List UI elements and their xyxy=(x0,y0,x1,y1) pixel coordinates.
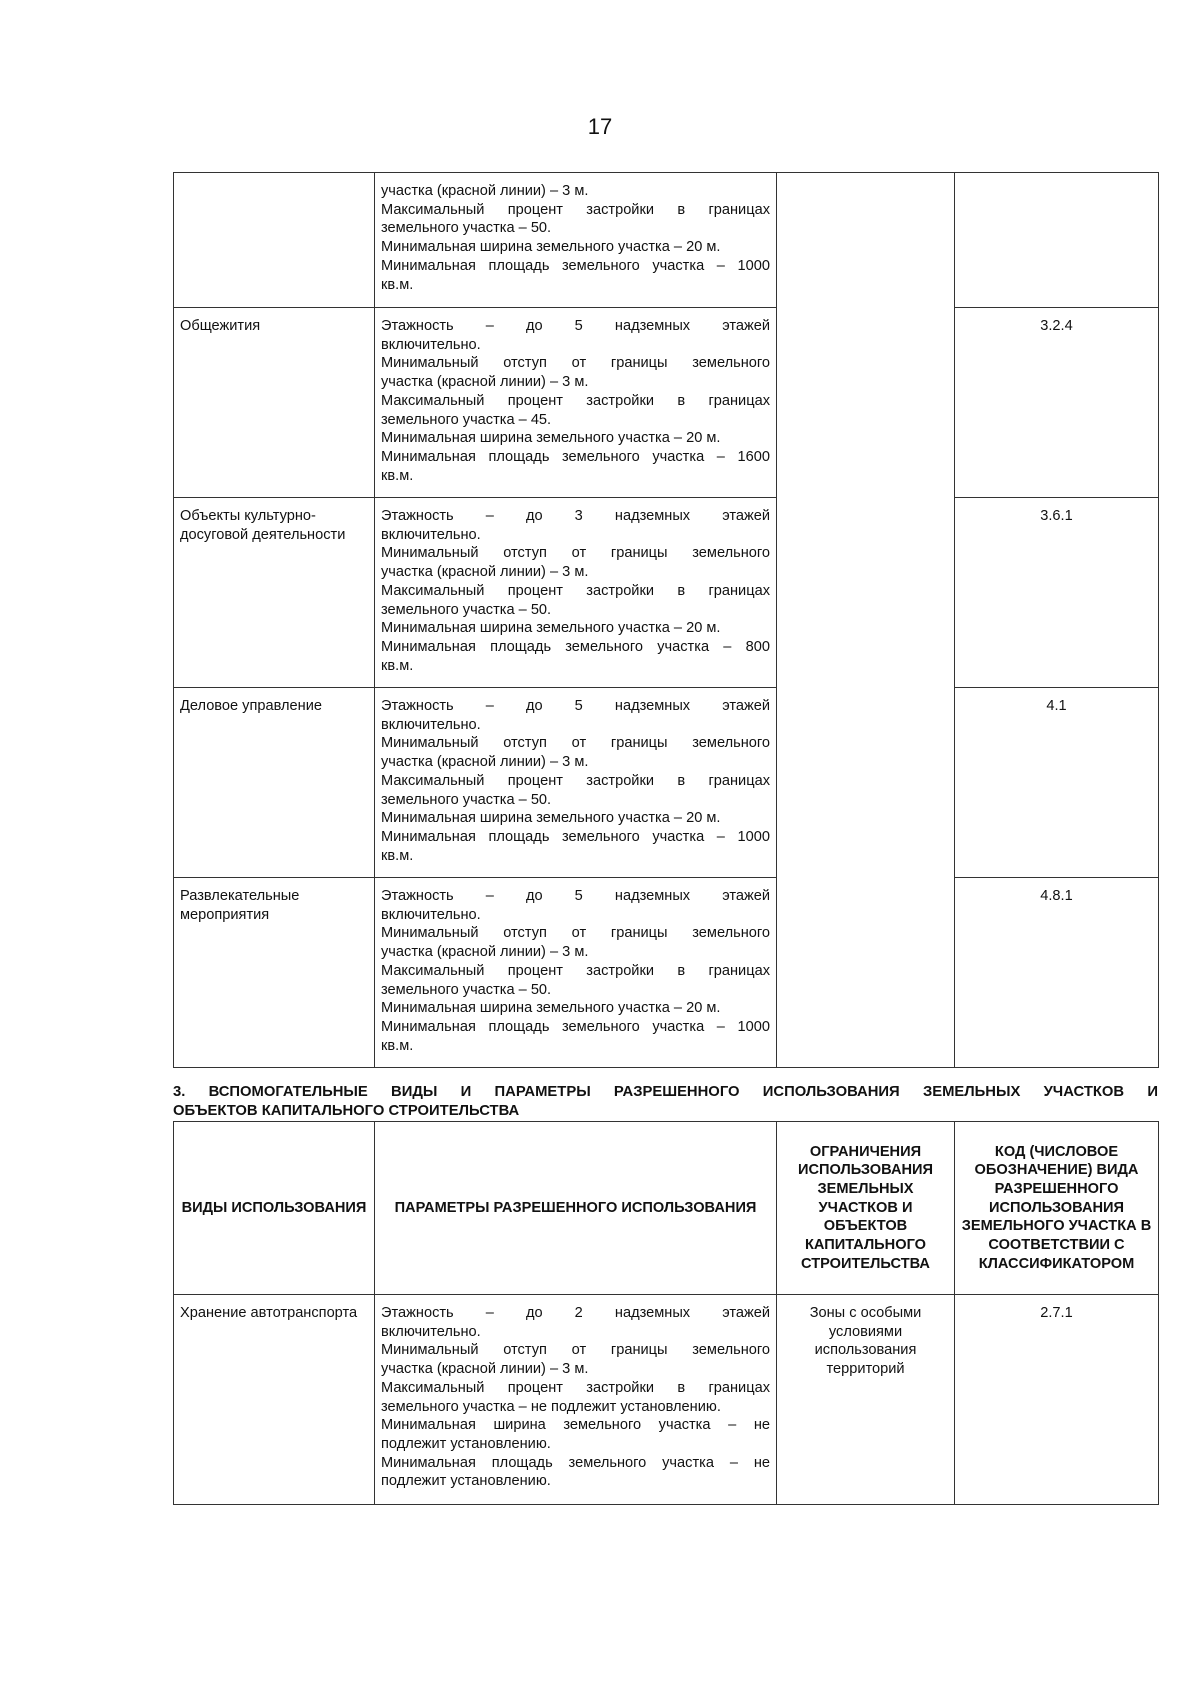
parameters-cell xyxy=(375,498,777,688)
parameter-line: Минимальная ширина земельного участка – не xyxy=(381,1417,770,1434)
parameter-line: Этажность – до 5 надземных этажей xyxy=(381,698,770,714)
table-row xyxy=(174,173,1159,308)
header-parameters: ПАРАМЕТРЫ РАЗРЕШЕННОГО ИСПОЛЬЗОВАНИЯ xyxy=(375,1122,777,1295)
parameter-line: Максимальный процент застройки в границах xyxy=(381,1379,770,1396)
auxiliary-use-table xyxy=(173,1121,1159,1505)
table-row xyxy=(174,1295,1159,1505)
section-title-line: ОБЪЕКТОВ КАПИТАЛЬНОГО СТРОИТЕЛЬСТВА xyxy=(173,1103,520,1119)
parameter-line: Минимальный отступ от границы земельного xyxy=(381,925,770,942)
classifier-code-cell: 4.8.1 xyxy=(955,878,1159,1068)
parameter-line: Минимальная площадь земельного участка – 1000 xyxy=(381,1018,770,1035)
permitted-use-table-continued xyxy=(173,172,1159,1068)
parameter-line: Минимальная ширина земельного участка – 20 м. xyxy=(381,1000,721,1017)
table-row xyxy=(174,308,1159,498)
parameter-line: Минимальная площадь земельного участка – 1600 xyxy=(381,448,770,465)
parameter-line: земельного участка – 50. xyxy=(381,791,552,808)
header-use-types: ВИДЫ ИСПОЛЬЗОВАНИЯ xyxy=(174,1122,375,1295)
classifier-code-cell: 4.1 xyxy=(955,688,1159,878)
table-row xyxy=(174,498,1159,688)
use-type-cell: Развлекательные мероприятия xyxy=(174,878,375,1068)
parameter-line: подлежит установлению. xyxy=(381,1435,551,1452)
parameter-line: Минимальная площадь земельного участка – 1000 xyxy=(381,257,770,274)
parameter-line: участка (красной линии) – 3 м. xyxy=(381,944,589,961)
restrictions-cell: Зоны с особыми условиями использования территорий xyxy=(777,1295,955,1505)
parameter-line: Этажность – до 5 надземных этажей xyxy=(381,318,770,334)
parameter-line: земельного участка – 50. xyxy=(381,220,552,237)
parameter-line: включительно. xyxy=(381,716,481,733)
parameter-line: участка (красной линии) – 3 м. xyxy=(381,754,589,771)
parameter-line: Минимальный отступ от границы земельного xyxy=(381,545,770,562)
classifier-code-cell: 3.6.1 xyxy=(955,498,1159,688)
parameter-line: Минимальная ширина земельного участка – 20 м. xyxy=(381,810,721,827)
use-type-cell: Хранение автотранспорта xyxy=(174,1295,375,1505)
parameter-line: Минимальная ширина земельного участка – 20 м. xyxy=(381,239,721,256)
parameters-cell xyxy=(375,173,777,308)
use-type-cell xyxy=(174,173,375,308)
use-type-cell: Объекты культурно-досуговой деятельности xyxy=(174,498,375,688)
section-title-line: 3. ВСПОМОГАТЕЛЬНЫЕ ВИДЫ И ПАРАМЕТРЫ РАЗРЕШЕННОГО ИСПОЛЬЗОВАНИЯ ЗЕМЕЛЬНЫХ УЧАСТКОВ И xyxy=(173,1084,1158,1100)
parameters-cell xyxy=(375,878,777,1068)
parameter-line: Минимальный отступ от границы земельного xyxy=(381,735,770,752)
classifier-code-cell xyxy=(955,173,1159,308)
table-row xyxy=(174,688,1159,878)
table-row xyxy=(174,878,1159,1068)
parameter-line: Максимальный процент застройки в границах xyxy=(381,772,770,789)
parameter-line: Минимальная ширина земельного участка – 20 м. xyxy=(381,620,721,637)
use-type-cell: Деловое управление xyxy=(174,688,375,878)
parameter-line: Максимальный процент застройки в границах xyxy=(381,201,770,218)
parameters-cell xyxy=(375,1295,777,1505)
parameters-cell xyxy=(375,308,777,498)
parameter-line: Этажность – до 3 надземных этажей xyxy=(381,508,770,524)
header-restrictions: ОГРАНИЧЕНИЯ ИСПОЛЬЗОВАНИЯ ЗЕМЕЛЬНЫХ УЧАСТКОВ И ОБЪЕКТОВ КАПИТАЛЬНОГО СТРОИТЕЛЬСТВА xyxy=(777,1122,955,1295)
parameter-line: Минимальный отступ от границы земельного xyxy=(381,355,770,372)
parameter-line: земельного участка – 50. xyxy=(381,601,552,618)
parameter-line: участка (красной линии) – 3 м. xyxy=(381,564,589,581)
page-number: 17 xyxy=(587,114,613,139)
parameter-line: Максимальный процент застройки в границах xyxy=(381,582,770,599)
parameter-line: включительно. xyxy=(381,526,481,543)
parameter-line: земельного участка – 45. xyxy=(381,411,552,428)
parameter-line: включительно. xyxy=(381,1323,481,1340)
parameter-line: кв.м. xyxy=(381,1037,414,1054)
parameter-line: кв.м. xyxy=(381,276,414,293)
parameter-line: включительно. xyxy=(381,336,481,353)
classifier-code-cell: 2.7.1 xyxy=(955,1295,1159,1505)
parameters-cell xyxy=(375,688,777,878)
parameter-line: кв.м. xyxy=(381,657,414,674)
parameter-line: подлежит установлению. xyxy=(381,1473,551,1490)
parameter-line: Максимальный процент застройки в границах xyxy=(381,392,770,409)
table-header-row xyxy=(174,1122,1159,1295)
parameter-line: Минимальная ширина земельного участка – 20 м. xyxy=(381,430,721,447)
parameter-line: участка (красной линии) – 3 м. xyxy=(381,1361,589,1378)
section-title xyxy=(173,1083,1158,1121)
parameter-line: участка (красной линии) – 3 м. xyxy=(381,374,589,391)
classifier-code-cell: 3.2.4 xyxy=(955,308,1159,498)
parameter-line: Этажность – до 5 надземных этажей xyxy=(381,888,770,904)
header-classifier-code: КОД (ЧИСЛОВОЕ ОБОЗНАЧЕНИЕ) ВИДА РАЗРЕШЕННОГО ИСПОЛЬЗОВАНИЯ ЗЕМЕЛЬНОГО УЧАСТКА В СООТВЕТСТВИИ С КЛАССИФИКАТОРОМ xyxy=(955,1122,1159,1295)
parameter-line: Минимальный отступ от границы земельного xyxy=(381,1342,770,1359)
parameter-line: Минимальная площадь земельного участка – не xyxy=(381,1454,770,1471)
parameter-line: Этажность – до 2 надземных этажей xyxy=(381,1305,770,1321)
parameter-line: земельного участка – 50. xyxy=(381,981,552,998)
parameter-line: Минимальная площадь земельного участка – 800 xyxy=(381,638,770,655)
parameter-line: земельного участка – не подлежит установлению. xyxy=(381,1398,721,1415)
restrictions-cell xyxy=(777,173,955,1068)
parameter-line: участка (красной линии) – 3 м. xyxy=(381,183,589,199)
parameter-line: включительно. xyxy=(381,906,481,923)
parameter-line: Максимальный процент застройки в границах xyxy=(381,962,770,979)
parameter-line: Минимальная площадь земельного участка – 1000 xyxy=(381,828,770,845)
parameter-line: кв.м. xyxy=(381,847,414,864)
parameter-line: кв.м. xyxy=(381,467,414,484)
use-type-cell: Общежития xyxy=(174,308,375,498)
